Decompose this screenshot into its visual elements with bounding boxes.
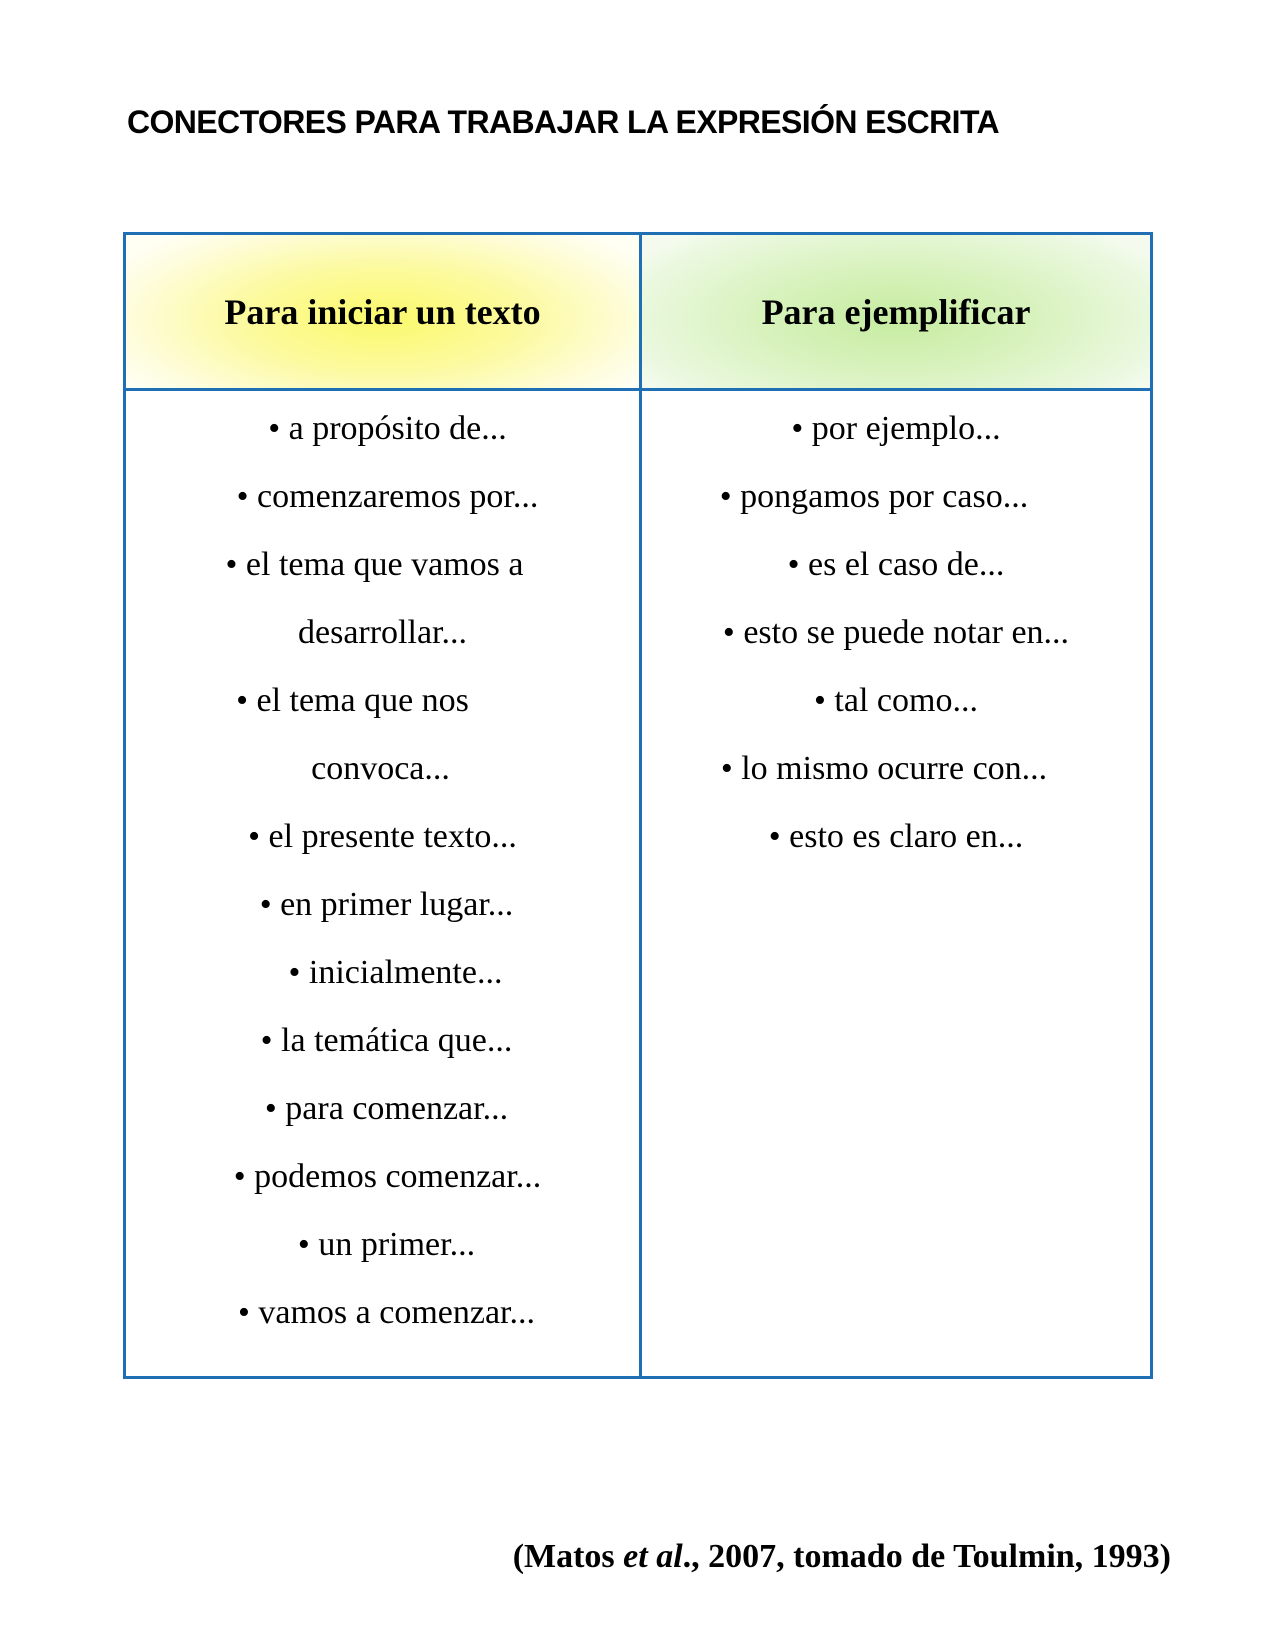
list-item: • la temática que... — [260, 1022, 513, 1059]
page-title: CONECTORES PARA TRABAJAR LA EXPRESIÓN ESCRITA — [127, 104, 1000, 140]
list-item: • podemos comenzar... — [233, 1158, 542, 1195]
connectors-table — [123, 232, 1153, 1379]
list-item: • en primer lugar... — [259, 886, 514, 923]
list-item: • para comenzar... — [264, 1090, 509, 1127]
list-item: convoca... — [311, 750, 450, 787]
list-item: • a propósito de... — [268, 410, 507, 447]
citation-open: (Matos — [512, 1538, 624, 1575]
list-item: • vamos a comenzar... — [237, 1294, 536, 1331]
column-examples-list — [642, 391, 1150, 1376]
list-item: • el tema que vamos a — [225, 546, 524, 583]
list-item: • esto se puede notar en... — [722, 614, 1070, 651]
column-header-start-label: Para iniciar un texto — [224, 291, 541, 332]
column-start-list — [126, 391, 642, 1376]
list-item: • esto es claro en... — [768, 818, 1024, 855]
list-item: • comenzaremos por... — [236, 478, 539, 515]
list-item: • es el caso de... — [787, 546, 1005, 583]
list-item: • por ejemplo... — [791, 410, 1001, 447]
list-item: • un primer... — [297, 1226, 476, 1263]
list-item: desarrollar... — [298, 614, 467, 651]
list-item: • el presente texto... — [248, 818, 517, 855]
list-item: • tal como... — [814, 682, 978, 719]
list-item: • inicialmente... — [288, 954, 503, 991]
column-header-examples — [642, 235, 1150, 391]
list-item: • el tema que nos — [236, 682, 469, 719]
column-header-examples-label: Para ejemplificar — [761, 291, 1031, 332]
citation — [513, 1538, 1171, 1576]
list-item: • pongamos por caso... — [719, 478, 1029, 515]
citation-close: ., 2007, tomado de Toulmin, 1993) — [682, 1538, 1171, 1575]
list-item: • lo mismo ocurre con... — [720, 750, 1048, 787]
citation-et-al: et al — [623, 1538, 683, 1575]
column-header-start — [126, 235, 642, 391]
